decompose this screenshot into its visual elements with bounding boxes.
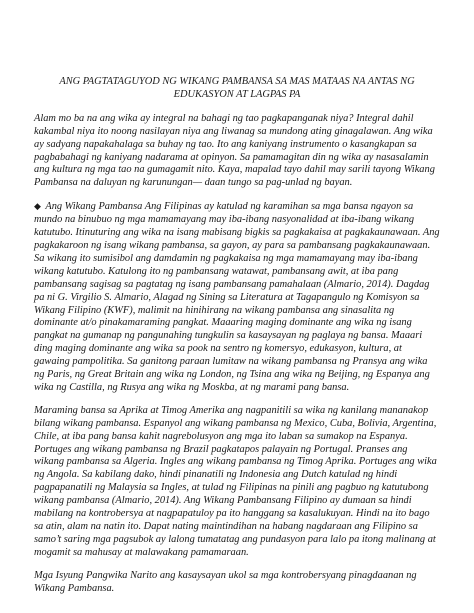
paragraph-intro: Alam mo ba na ang wika ay integral na bahagi ng tao pagkapanganak niya? Integral dahil kakambal niya ito noong nasilayan niya ang liwanag sa mundong ating ginagalawan. Ang wika ay sadyang napakahalaga sa buhay ng tao. Ito ang kaniyang instrumento o kasangkapan sa pagbabahagi ng kaniyang nadarama at opinyon. Sa pamamagitan din ng wika ay nasasalamin ang kultura ng mga tao na gumagamit nito. Kaya, mapalad tayo dahil may sarili tayong Wikang Pambansa na daluyan ng karunungan— daan tungo sa pag-unlad ng bayan. (34, 112, 435, 189)
paragraph-wikang-pambansa (34, 200, 440, 395)
diamond-bullet-icon: ◆ (34, 201, 41, 212)
document-page (34, 76, 440, 606)
paragraph-aprika-amerika: Maraming bansa sa Aprika at Timog Amerika ang nagpanitili sa wika ng kanilang mananakop bilang wikang pambansa. Espanyol ang wikang pambansa ng Mexico, Cuba, Bolivia, Argentina, Chile, at iba pang bansa kahit nagrebolusyon ang mga ito laban sa sumakop na Espanya. Portuges ang wikang pambansa ng Brazil pagkatapos palayain ng Portugal. Pranses ang wikang pambansa sa Algeria. Ingles ang wikang pambansa ng Timog Aprika. Portuges ang wika ng Angola. Sa kabilang dako, hindi pinanatili ng Indonesia ang Dutch katulad ng hindi pagpapanatili ng Malaysia sa Ingles, at tulad ng Filipinas na pinili ang pagbuo ng katutubong wikang pambansa (Almario, 2014). Ang Wikang Pambansang Filipino ay dumaan sa hindi mabilang na kontrobersya at nagpapatuloy pa ito hanggang sa kasalukuyan. Hindi na ito bago sa atin, alam na natin ito. Dapat nating maintindihan na habang nagdaraan ang Filipino sa samo’t saring mga pagsubok ay lalong tumatatag ang pundasyon para lalo pa itong malinang at mogamit sa mahusay at malawakang pamamaraan. (34, 404, 437, 558)
paragraph-wikang-pambansa-text: Ang Wikang Pambansa Ang Filipinas ay katulad ng karamihan sa mga bansa ngayon sa mundo na binubuo ng mga mamamayang may iba-ibang nasyonalidad at iba-ibang wikang katutubo. Itinuturing ang wika na isang mabisang bigkis sa pagkakaisa at pagkakaunawaan. Ang pagkakaroon ng isang wikang pambansa, sa gayon, ay para sa pambansang pagkakaunawaan. Sa wikang ito sumisibol ang damdamin ng pagkakaisa ng mga mamamayang may iba-ibang wikang katutubo. Katulong ito ng pambansang watawat, pambansang awit, at iba pang pambansang sagisag sa pagtatag ng isang pambansang pamahalaan (Almario, 2014). Dagdag pa ni G. Virgilio S. Almario, Alagad ng Sining sa Literatura at Tagapangulo ng Komisyon sa Wikang Filipino (KWF), malimit na hinihirang na wikang pambansa ang sinasalita ng dominante at/o pinakamaraming pangkat. Maaaring maging dominante ang wika ng isang pangkat na gumanap ng pangunahing tungkulin sa kasaysayan ng paglaya ng bansa. Maaari ding maging dominante ang wika sa pook na sentro ng komersyo, edukasyon, kultura, at gawaing pampolitika. Sa ganitong paraan lumitaw na wikang pambansa ng Pransya ang wika ng Paris, ng Great Britain ang wika ng London, ng Tsina ang wika ng Beijing, ng Espanya ang wika ng Castilla, ng Rusya ang wika ng Moskba, at ng marami pang bansa. (34, 201, 440, 393)
document-title: ANG PAGTATAGUYOD NG WIKANG PAMBANSA SA MAS MATAAS NA ANTAS NG EDUKASYON AT LAGPAS PA (59, 76, 415, 100)
paragraph-isyung-pangwika: Mga Isyung Pangwika Narito ang kasaysayan ukol sa mga kontrobersyang pinagdaanan ng Wikang Pambansa. (34, 569, 417, 594)
